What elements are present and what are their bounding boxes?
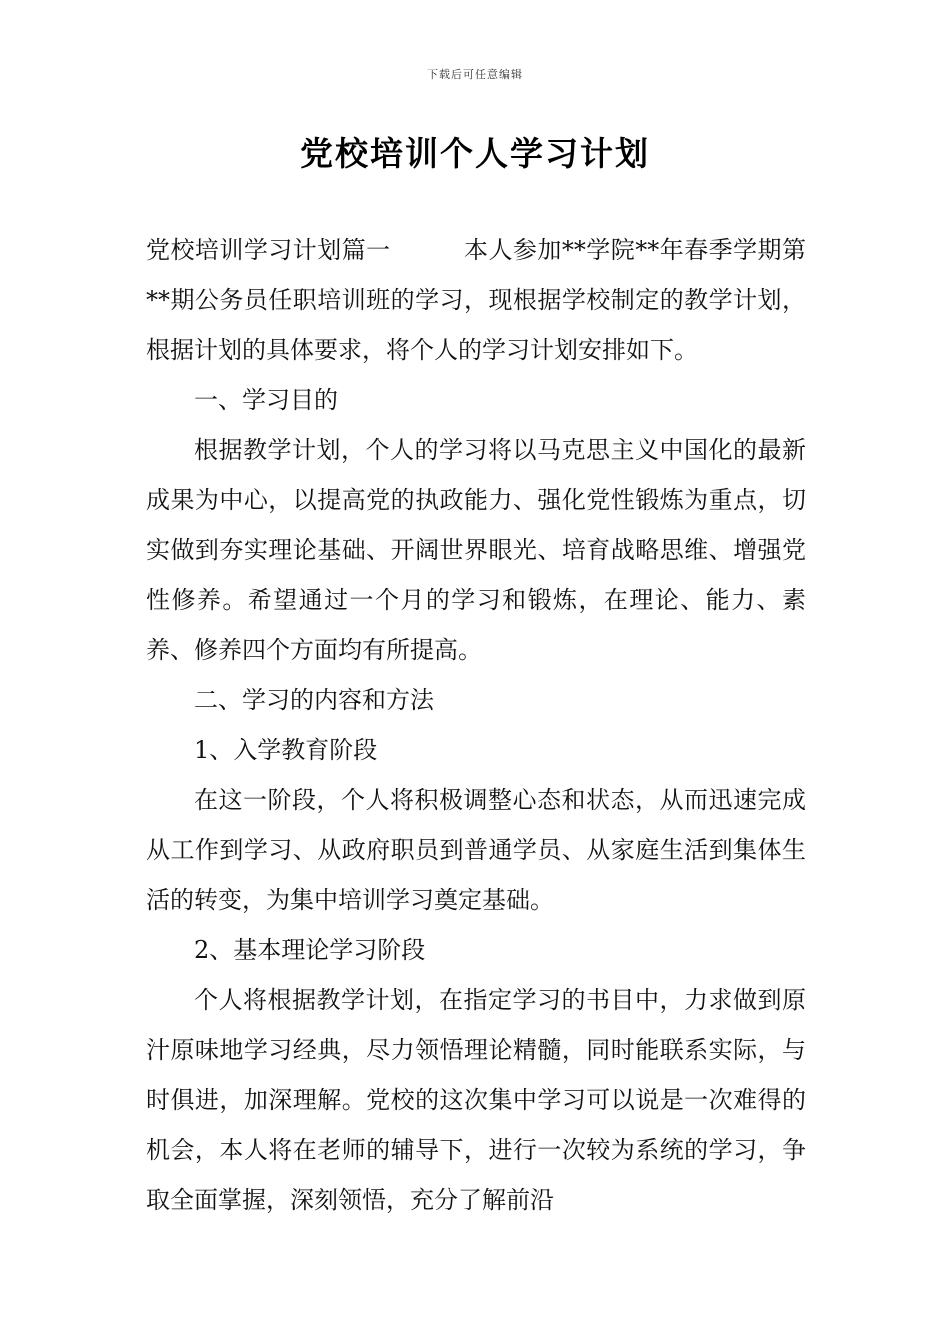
enrollment-paragraph: 在这一阶段，个人将积极调整心态和状态，从而迅速完成从工作到学习、从政府职员到普通学员、从家庭生活到集体生活的转变，为集中培训学习奠定基础。 xyxy=(146,786,806,914)
document-body xyxy=(146,225,806,1225)
purpose-paragraph: 根据教学计划，个人的学习将以马克思主义中国化的最新成果为中心，以提高党的执政能力、强化党性锻炼为重点，切实做到夯实理论基础、开阔世界眼光、培育战略思维、增强党性修养。希望通过一个月的学习和锻炼，在理论、能力、素养、修养四个方面均有所提高。 xyxy=(146,436,806,664)
section-heading-purpose: 一、学习目的 xyxy=(194,386,338,414)
intro-paragraph: 党校培训学习计划篇一 本人参加**学院**年春季学期第**期公务员任职培训班的学习，现根据学校制定的教学计划，根据计划的具体要求，将个人的学习计划安排如下。 xyxy=(146,236,806,364)
header-note: 下载后可任意编辑 xyxy=(427,68,523,81)
section-heading-content-method: 二、学习的内容和方法 xyxy=(194,686,434,714)
subheading-enrollment-stage: 1、入学教育阶段 xyxy=(194,736,378,764)
subheading-theory-stage: 2、基本理论学习阶段 xyxy=(194,936,426,964)
document-title: 党校培训个人学习计划 xyxy=(300,134,650,173)
theory-paragraph: 个人将根据教学计划，在指定学习的书目中，力求做到原汁原味地学习经典，尽力领悟理论精髓，同时能联系实际，与时俱进，加深理解。党校的这次集中学习可以说是一次难得的机会，本人将在老师的辅导下，进行一次较为系统的学习，争取全面掌握，深刻领悟，充分了解前沿 xyxy=(146,986,806,1214)
